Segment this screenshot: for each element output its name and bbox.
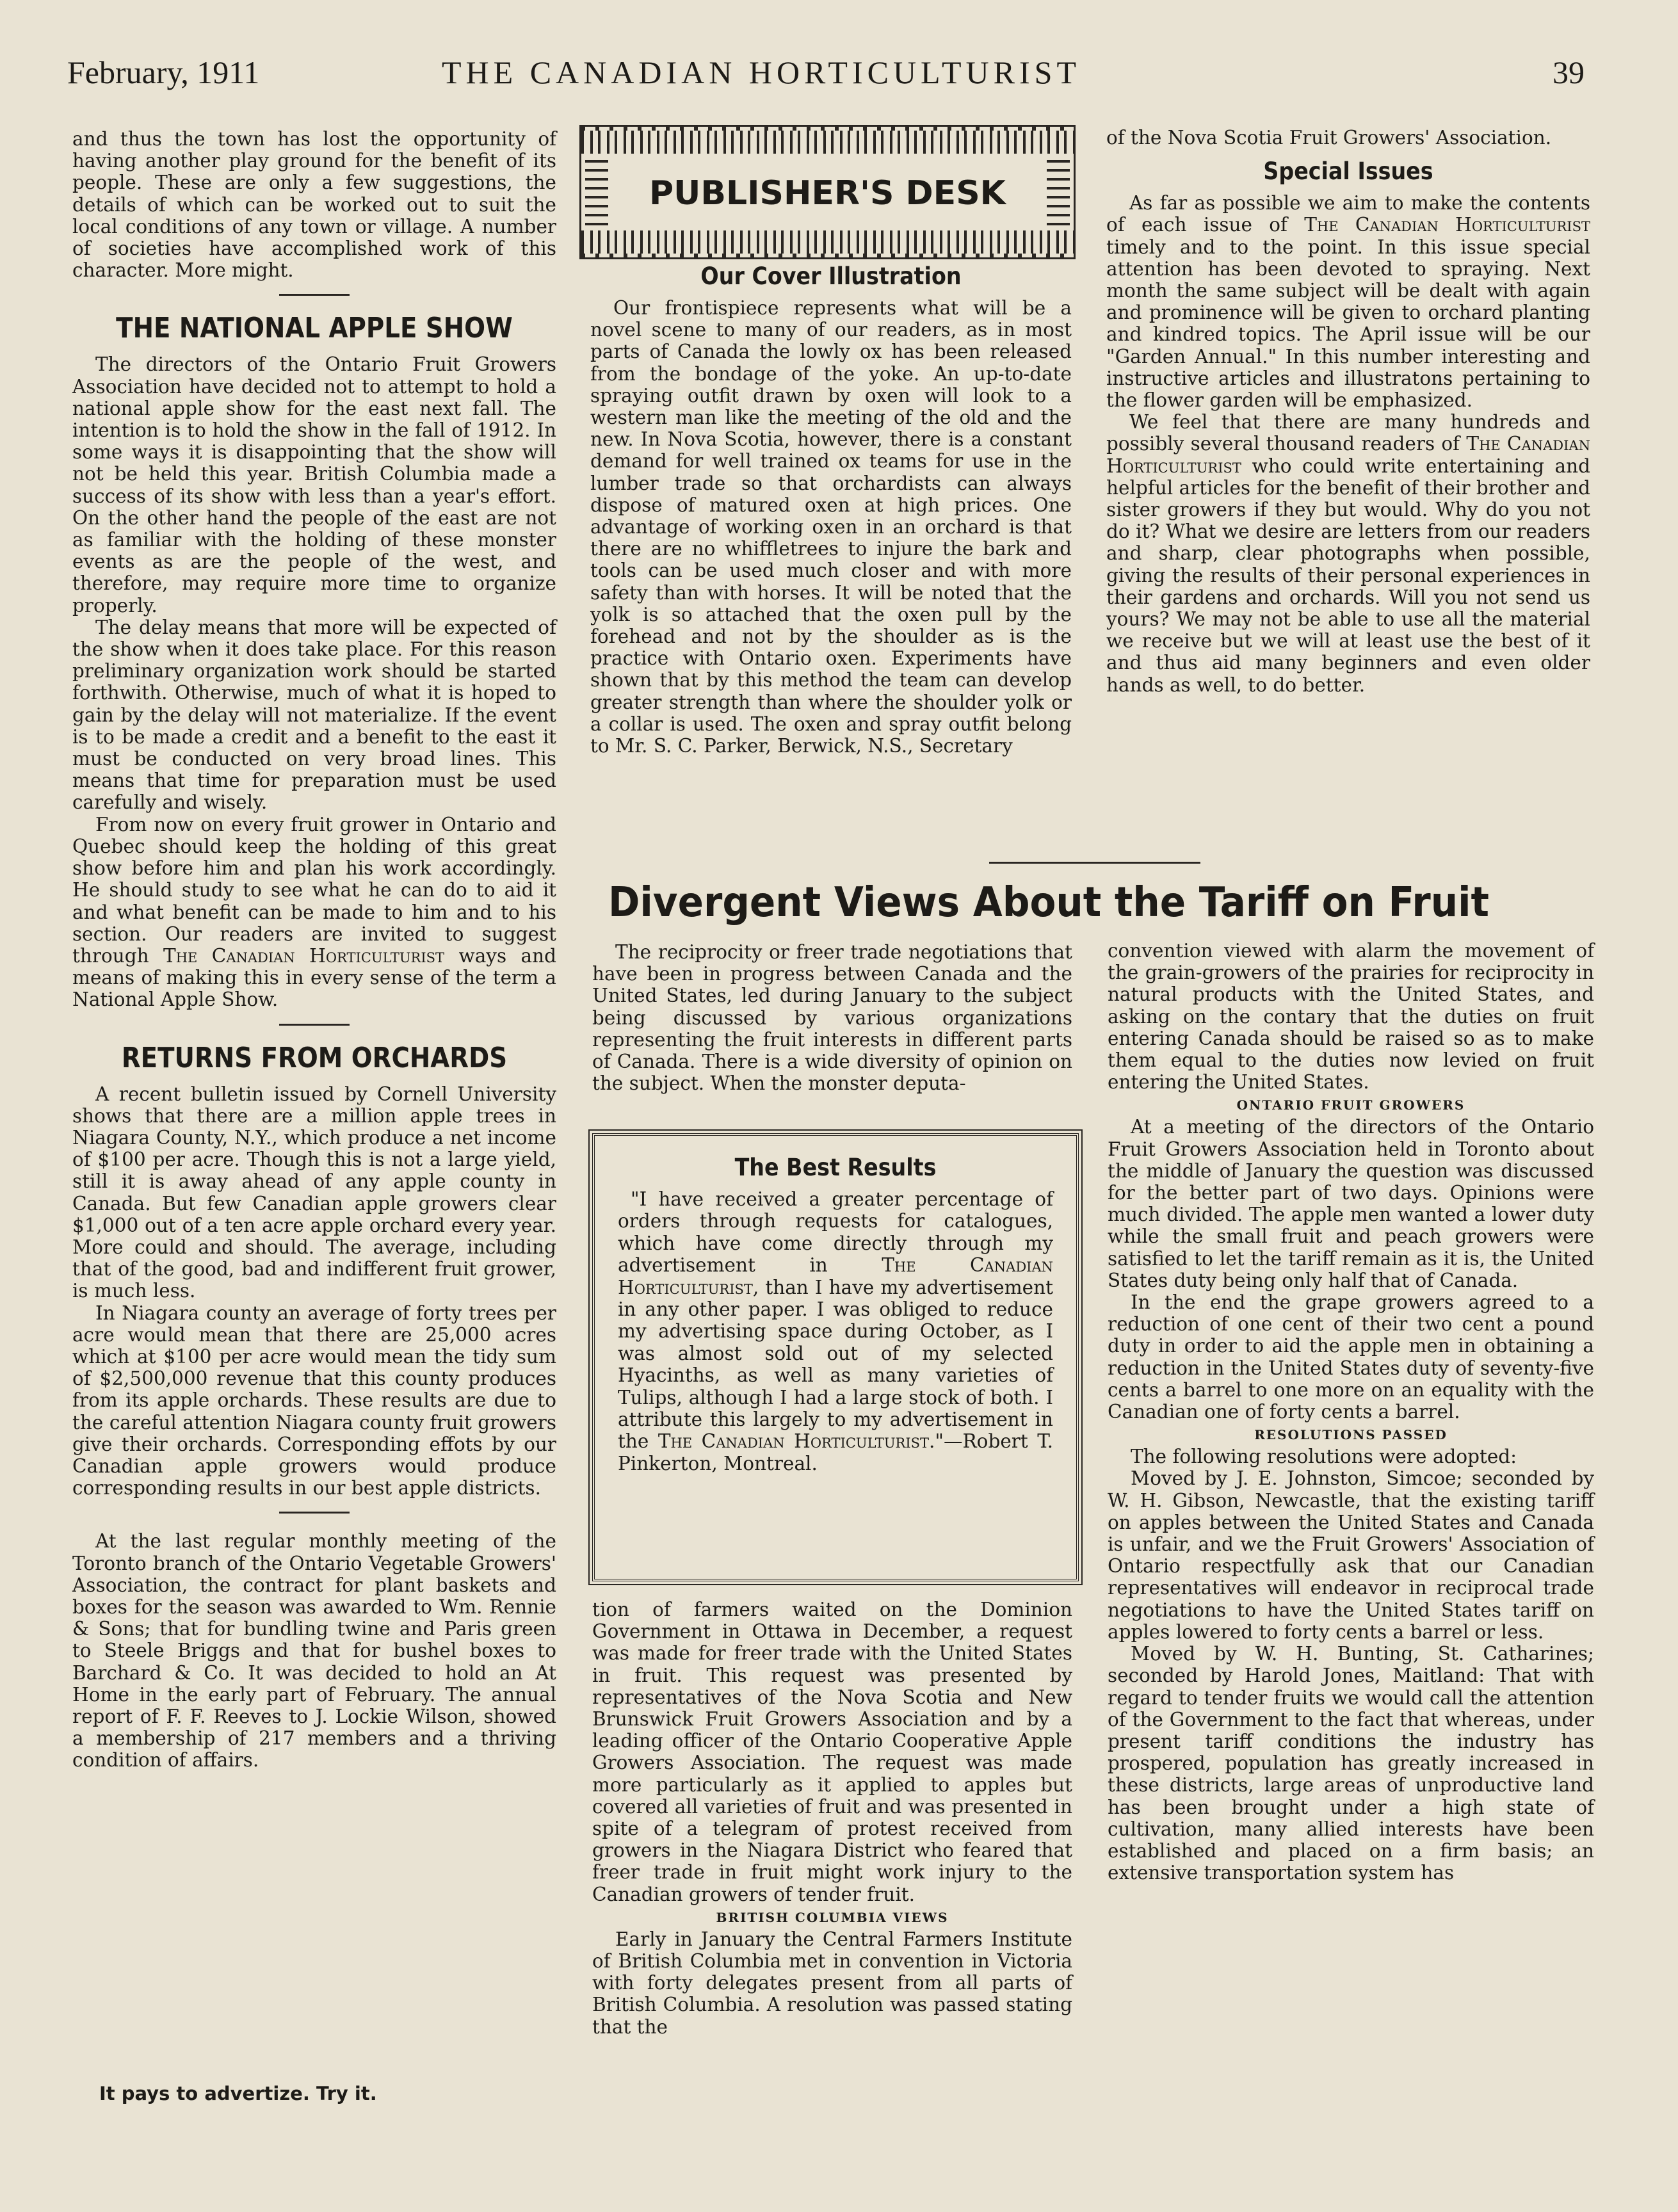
issue-date: February, 1911 (67, 54, 260, 90)
text: From now on every fruit grower in Ontario and Quebec should keep the holding of this great show before him and plan his work accordingly. He should study to see what he can do to aid it and what benefit can be made to him and to his section. Our readers are invited to suggest through (72, 813, 556, 967)
magazine-name: The Canadian Horticulturist (163, 944, 445, 967)
fret-border (1047, 159, 1070, 225)
publisher-desk-banner (579, 125, 1076, 259)
paragraph (72, 814, 556, 1011)
divider (989, 862, 1200, 864)
text: who could write entertaining and helpful articles for the benefit of their brother and sister growers if they but would. Why do you not do it? What we desire are letters from our readers and sharp, clear photographs when possible, giving the results of their personal experiences in their gardens and orchards. Will you not send us yours? We may not be able to use all the material we receive but we will at least use the best of it and thus aid many beginners and even older hands as well, to do better. (1106, 455, 1590, 696)
tariff-headline: Divergent Views About the Tariff on Fruit (608, 879, 1489, 926)
resolutions-heading: RESOLUTIONS PASSED (1254, 1427, 1448, 1443)
paragraph: and thus the town has lost the opportunity of having another play ground for the benefit of its people. These are only a few suggestions, the details of which can be worked out to suit the local conditions of any town or village. A number of societies have accomplished work of this character. More might. (72, 128, 556, 282)
page-number: 39 (1553, 54, 1585, 90)
apple-show-heading: THE NATIONAL APPLE SHOW (116, 312, 513, 345)
paragraph: Our frontispiece represents what will be a novel scene to many of our readers, as in most parts of Canada the lowly ox has been released from the bondage of the yoke. An up-to-date spraying outfit drawn by oxen will look to a western man like the meeting of the old and the new. In Nova Scotia, however, there is a constant demand for well trained ox teams for use in the lumber trade so that orchardists can always dispose of matured oxen at high prices. One advantage of working oxen in an orchard is that there are no whiffletrees to injure the bark and tools can be used much closer and with more safety than with horses. It will be noted that the yolk is so attached that the oxen pull by the forehead and not by the shoulder as is the practice with Ontario oxen. Experiments have shown that by this method the team can develop greater strength than where the shoulder yolk or a collar is used. The oxen and spray outfit belong to Mr. S. C. Parker, Berwick, N.S., Secretary (590, 297, 1072, 757)
paragraph: of the Nova Scotia Fruit Growers' Association. (1106, 127, 1552, 149)
paragraph: Moved by W. H. Bunting, St. Catharines; seconded by Harold Jones, Maitland: That with regard to tender fruits we would call the attention of the Government to the fact that whereas, under present tariff conditions the industry has prospered, population has greatly increased in these districts, large areas of unproductive land has been brought under a high state of cultivation, many allied interests have been established and placed on a firm basis; an extensive transportation system has (1108, 1643, 1594, 1884)
paragraph: At a meeting of the directors of the Ontario Fruit Growers Association held in Toronto about the middle of January the question was discussed for the better part of two days. Opinions were much divided. The apple men wanted a lower duty while the small fruit and peach growers were satisfied to let the tariff remain as it is, the United States duty being only half that of Canada. (1108, 1116, 1594, 1291)
paragraph: At the last regular monthly meeting of the Toronto branch of the Ontario Vegetable Growers' Association, the contract for plant baskets and boxes for the season was awarded to Wm. Rennie & Sons; that for bundling twine and Paris green to Steele Briggs and that for bushel boxes to Barchard & Co. It was decided to hold an At Home in the early part of February. The annual report of F. F. Reeves to J. Lockie Wilson, showed a membership of 217 members and a thriving condition of affairs. (72, 1530, 556, 1772)
paragraph: The delay means that more will be expected of the show when it does take place. For this reason preliminary organization work should be started forthwith. Otherwise, much of what it is hoped to gain by the delay will not materialize. If the event is to be made a credit and a benefit to the east it must be conducted on very broad lines. This means that time for preparation must be used carefully and wisely. (72, 616, 556, 814)
divider (279, 1512, 350, 1514)
paragraph: The reciprocity or freer trade negotiations that have been in progress between Canada and the United States, led during January to the subject being discussed by various organizations representing the fruit interests in different parts of Canada. There is a wide diversity of opinion on the subject. When the monster deputa- (592, 941, 1072, 1095)
magazine-name: The Canadian Horticulturist." (657, 1430, 944, 1453)
paragraph: The directors of the Ontario Fruit Growers Association have decided not to attempt to hold a national apple show for the east next fall. The intention is to hold the show in the fall of 1912. In some ways it is disappointing that the show will not be held this year. British Columbia made a success of its show with less than a year's effort. On the other hand the people of the east are not as familiar with the holding of these monster events as are the people of the west, and therefore, may require more time to organize properly. (72, 353, 556, 617)
paragraph (1106, 192, 1590, 411)
special-heading: Special Issues (1263, 157, 1433, 186)
cover-heading: Our Cover Illustration (700, 262, 962, 290)
bc-heading: BRITISH COLUMBIA VIEWS (716, 1909, 949, 1925)
paragraph: Early in January the Central Farmers Institute of British Columbia met in convention in Victoria with forty delegates present from all parts of British Columbia. A resolution was passed stating that the (592, 1928, 1072, 2038)
paragraph: In the end the grape growers agreed to a reduction of one cent of their two cent a pound duty in order to aid the apple men in obtaining a reduction in the United States duty of seventy-five cents a barrel to one more on an equality with the Canadian one of forty cents a barrel. (1108, 1291, 1594, 1423)
ofg-heading: ONTARIO FRUIT GROWERS (1236, 1097, 1465, 1113)
magazine-title: THE CANADIAN HORTICULTURIST (442, 54, 1081, 90)
paragraph: tion of farmers waited on the Dominion Government in Ottawa in December, a request was made for freer trade with the United States in fruit. This request was presented by representatives of the Nova Scotia and New Brunswick Fruit Growers Association and by a leading officer of the Ontario Cooperative Apple Growers Association. The request was made more particularly as it applied to apples but covered all varieties of fruit and was presented in spite of a telegram of protest received from growers in the Niagara District who feared that freer trade in fruit might work injury to the Canadian growers of tender fruit. (592, 1599, 1072, 1905)
returns-heading: RETURNS FROM ORCHARDS (121, 1041, 508, 1074)
special-column (1106, 127, 1590, 696)
paragraph: A recent bulletin issued by Cornell University shows that there are a million apple trees in Niagara County, N.Y., which produce a net income of $100 per acre. Though this is not a large yield, still it is away ahead of any apple county in Canada. But few Canadian apple growers clear $1,000 out of a ten acre apple orchard every year. More could and should. The average, including that of the good, bad and indifferent fruit grower, is much less. (72, 1083, 556, 1302)
paragraph: The following resolutions were adopted: (1131, 1446, 1517, 1468)
tariff-cont-column (592, 1599, 1072, 2038)
fret-border (585, 159, 608, 225)
paragraph: Moved by J. E. Johnston, Simcoe; seconded by W. H. Gibson, Newcastle, that the existing tariff on apples between the United States and Canada is unfair, and we the Fruit Growers' Association of Ontario respectfully ask that our Canadian representatives will endeavor in reciprocal trade negotiations to have the United States tariff on apples lowered to forty cents a barrel or less. (1108, 1467, 1594, 1643)
text: —Robert T. Pinkerton, Montreal. (618, 1430, 1053, 1474)
tariff-intro-column (592, 941, 1072, 1094)
testimonial-quote (618, 1188, 1053, 1474)
text: ways and means of making this in every sense of the term a National Apple Show. (72, 944, 556, 1011)
text: than I have my advertisement in any other paper. I was obliged to reduce my advertising space during October, as I was almost sold out of my selected Hyacinths, as well as many varieties of Tulips, although I had a large stock of both. I attribute this largely to my advertisement in the (618, 1276, 1053, 1453)
text: We feel that there are many hundreds and possibly several thousand readers of (1106, 411, 1590, 455)
paragraph: convention viewed with alarm the movement of the grain-growers of the prairies for reciprocity in natural products with the United States, and asking on the contary that the duties on fruit entering Canada should be raised so as to make them equal to the duties now levied on fruit entering the United States. (1108, 940, 1594, 1094)
paragraph: In Niagara county an average of forty trees per acre would mean that there are 25,000 acres which at $100 per acre would mean the tidy sum of $2,500,000 revenue that this county produces from its apple orchards. These results are due to the careful attention Niagara county fruit growers give their orchards. Corresponding effots by our Canadian apple growers would produce corresponding results in our best apple districts. (72, 1302, 556, 1499)
fret-border (581, 131, 1074, 154)
testimonial-box (592, 1133, 1079, 1581)
magazine-name: The Canadian Horticulturist (1304, 214, 1590, 236)
divider (279, 294, 350, 296)
divider (279, 1024, 350, 1026)
publisher-desk-title: PUBLISHER'S DESK (613, 168, 1042, 219)
magazine-name: The Canadian Horticulturist (1106, 433, 1590, 477)
magazine-name: The Canadian Horticulturist, (618, 1254, 1053, 1298)
text: timely and to the point. In this issue special attention has been devoted to spraying. Next month the same subject will be dealt with again and prominence will be given to orchard planting and kindred topics. The April issue will be our "Garden Annual." In this number interesting and instructive articles and illustratons pertaining to the flower garden will be emphasized. (1106, 236, 1590, 412)
text: As far as possible we aim to make the contents of each issue of (1106, 192, 1590, 236)
cover-column (590, 262, 1072, 757)
fret-border (581, 230, 1074, 254)
tariff-right-column (1108, 940, 1594, 1884)
footer-advert: It pays to advertize. Try it. (99, 2083, 377, 2104)
paragraph (1106, 411, 1590, 696)
text: "I have received a greater percentage of orders through requests for catalogues, which have come directly through my advertisement in (618, 1188, 1053, 1277)
left-column (72, 128, 556, 1772)
testimonial-heading: The Best Results (734, 1154, 937, 1181)
